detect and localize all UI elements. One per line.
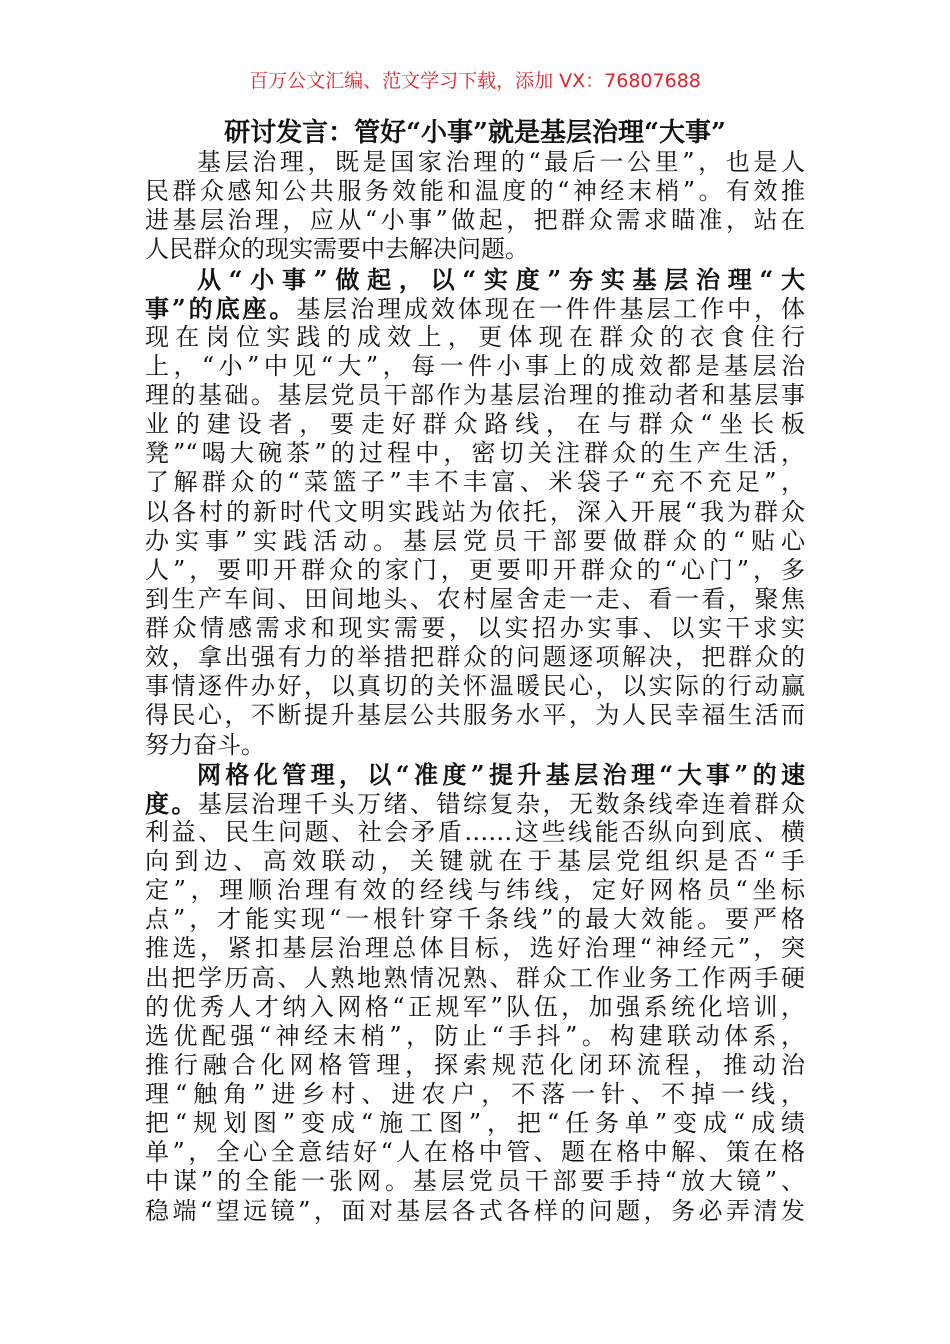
text-line: [145, 1109, 805, 1138]
body-text: 基层治理千头万绪、错综复杂，无数条线牵连着群众: [198, 789, 805, 818]
body-text: 基层治理，既是国家治理的“最后一公里”，也是人: [197, 148, 805, 176]
text-line: [145, 381, 805, 410]
text-line: [145, 818, 805, 847]
text-line: [145, 468, 805, 497]
text-line: [145, 323, 805, 352]
body-text: 了解群众的“菜篮子”丰不丰富、米袋子“充不充足”，: [145, 468, 805, 497]
text-line: [145, 964, 805, 993]
body-text: 得民心，不断提升基层公共服务水平，为人民幸福生活而: [145, 701, 805, 730]
body-text: 以各村的新时代文明实践站为依托，深入开展“我为群众: [145, 497, 805, 526]
text-line: [145, 527, 805, 556]
body-text: 效，拿出强有力的举措把群众的问题逐项解决，把群众的: [145, 643, 805, 672]
body-text: 人民群众的现实需要中去解决问题。: [145, 235, 529, 264]
body-text: 推选，紧扣基层治理总体目标，选好治理“神经元”，突: [145, 934, 805, 963]
text-line: [145, 905, 805, 934]
body-text: 推行融合化网格管理，探索规范化闭环流程，推动治: [145, 1050, 805, 1079]
body-text: 到生产车间、田间地头、农村屋舍走一走、看一看，聚焦: [145, 584, 805, 613]
body-text: 上，“小”中见“大”，每一件小事上的成效都是基层治: [145, 351, 805, 380]
text-line: [145, 1051, 805, 1080]
body-text: 凳”“喝大碗茶”的过程中，密切关注群众的生产生活，: [145, 439, 805, 468]
bold-heading-text: 网格化管理，以“准度”提升基层治理“大事”的速: [197, 759, 805, 789]
body-text: 进基层治理，应从“小事”做起，把群众需求瞄准，站在: [145, 206, 805, 235]
bold-heading-text: 事”的底座。: [145, 293, 297, 323]
body-text: 基层治理成效体现在一件件基层工作中，体: [296, 294, 805, 323]
text-line: [145, 993, 805, 1022]
text-line: [145, 789, 805, 818]
text-line: [145, 498, 805, 527]
text-line: [145, 1167, 805, 1196]
body-text: 人”，要叩开群众的家门，更要叩开群众的“心门”，多: [145, 555, 805, 584]
watermark-banner: 百万公文汇编、范文学习下载，添加 VX：76807688: [249, 70, 701, 92]
text-line: [145, 410, 805, 439]
body-text: 定”，理顺治理有效的经线与纬线，定好网格员“坐标: [145, 876, 805, 905]
text-line: [145, 294, 805, 323]
text-line: [145, 672, 805, 701]
text-line: [145, 439, 805, 468]
text-line: [145, 265, 805, 294]
body-text: 民群众感知公共服务效能和温度的“神经末梢”。有效推: [145, 177, 805, 206]
body-text: 现在岗位实践的成效上，更体现在群众的衣食住行: [145, 322, 805, 351]
text-line: [145, 934, 805, 963]
body-text: 点”，才能实现“一根针穿千条线”的最大效能。要严格: [145, 905, 805, 934]
text-line: [145, 352, 805, 381]
body-text: 努力奋斗。: [145, 730, 265, 759]
body-text: 中谋”的全能一张网。基层党员干部要手持“放大镜”、: [145, 1167, 805, 1196]
text-line: [145, 1197, 805, 1226]
body-text: 选优配强“神经末梢”，防止“手抖”。构建联动体系，: [145, 1021, 805, 1050]
text-line: [145, 556, 805, 585]
text-line: [145, 177, 805, 206]
text-line: [145, 148, 805, 177]
text-line: [145, 643, 805, 672]
body-text: 事情逐件办好，以真切的关怀温暖民心，以实际的行动赢: [145, 672, 805, 701]
body-text: 单”，全心全意结好“人在格中管、题在格中解、策在格: [145, 1138, 805, 1167]
body-text: 群众情感需求和现实需要，以实招办实事、以实干求实: [145, 614, 805, 642]
text-line: [145, 1022, 805, 1051]
bold-heading-text: 度。: [145, 788, 198, 818]
text-line: [145, 1080, 805, 1109]
text-line: [145, 1138, 805, 1167]
document-title: 研讨发言：管好“小事”就是基层治理“大事”: [224, 118, 726, 148]
body-text: 的优秀人才纳入网格“正规军”队伍，加强系统化培训，: [145, 992, 805, 1021]
body-text: 稳端“望远镜”，面对基层各式各样的问题，务必弄清发: [145, 1196, 805, 1225]
body-text: 理的基础。基层党员干部作为基层治理的推动者和基层事: [145, 381, 805, 409]
body-text: 把“规划图”变成“施工图”，把“任务单”变成“成绩: [145, 1109, 805, 1138]
body-text: 向到边、高效联动，关键就在于基层党组织是否“手: [145, 847, 805, 875]
body-text: 出把学历高、人熟地熟情况熟、群众工作业务工作两手硬: [145, 963, 805, 992]
text-line: [145, 206, 805, 235]
text-line: [145, 731, 805, 760]
body-text: 业的建设者，要走好群众路线，在与群众“坐长板: [145, 410, 805, 439]
body-text: 理“触角”进乡村、进农户，不落一针、不掉一线，: [145, 1080, 805, 1108]
bold-heading-text: 从“小事”做起，以“实度”夯实基层治理“大: [197, 264, 805, 294]
text-line: [145, 585, 805, 614]
text-line: [145, 614, 805, 643]
document-body: [145, 148, 805, 1226]
text-line: [145, 701, 805, 730]
text-line: [145, 760, 805, 789]
text-line: [145, 235, 805, 264]
body-text: 利益、民生问题、社会矛盾……这些线能否纵向到底、横: [145, 817, 805, 846]
text-line: [145, 876, 805, 905]
text-line: [145, 847, 805, 876]
body-text: 办实事”实践活动。基层党员干部要做群众的“贴心: [145, 526, 805, 555]
